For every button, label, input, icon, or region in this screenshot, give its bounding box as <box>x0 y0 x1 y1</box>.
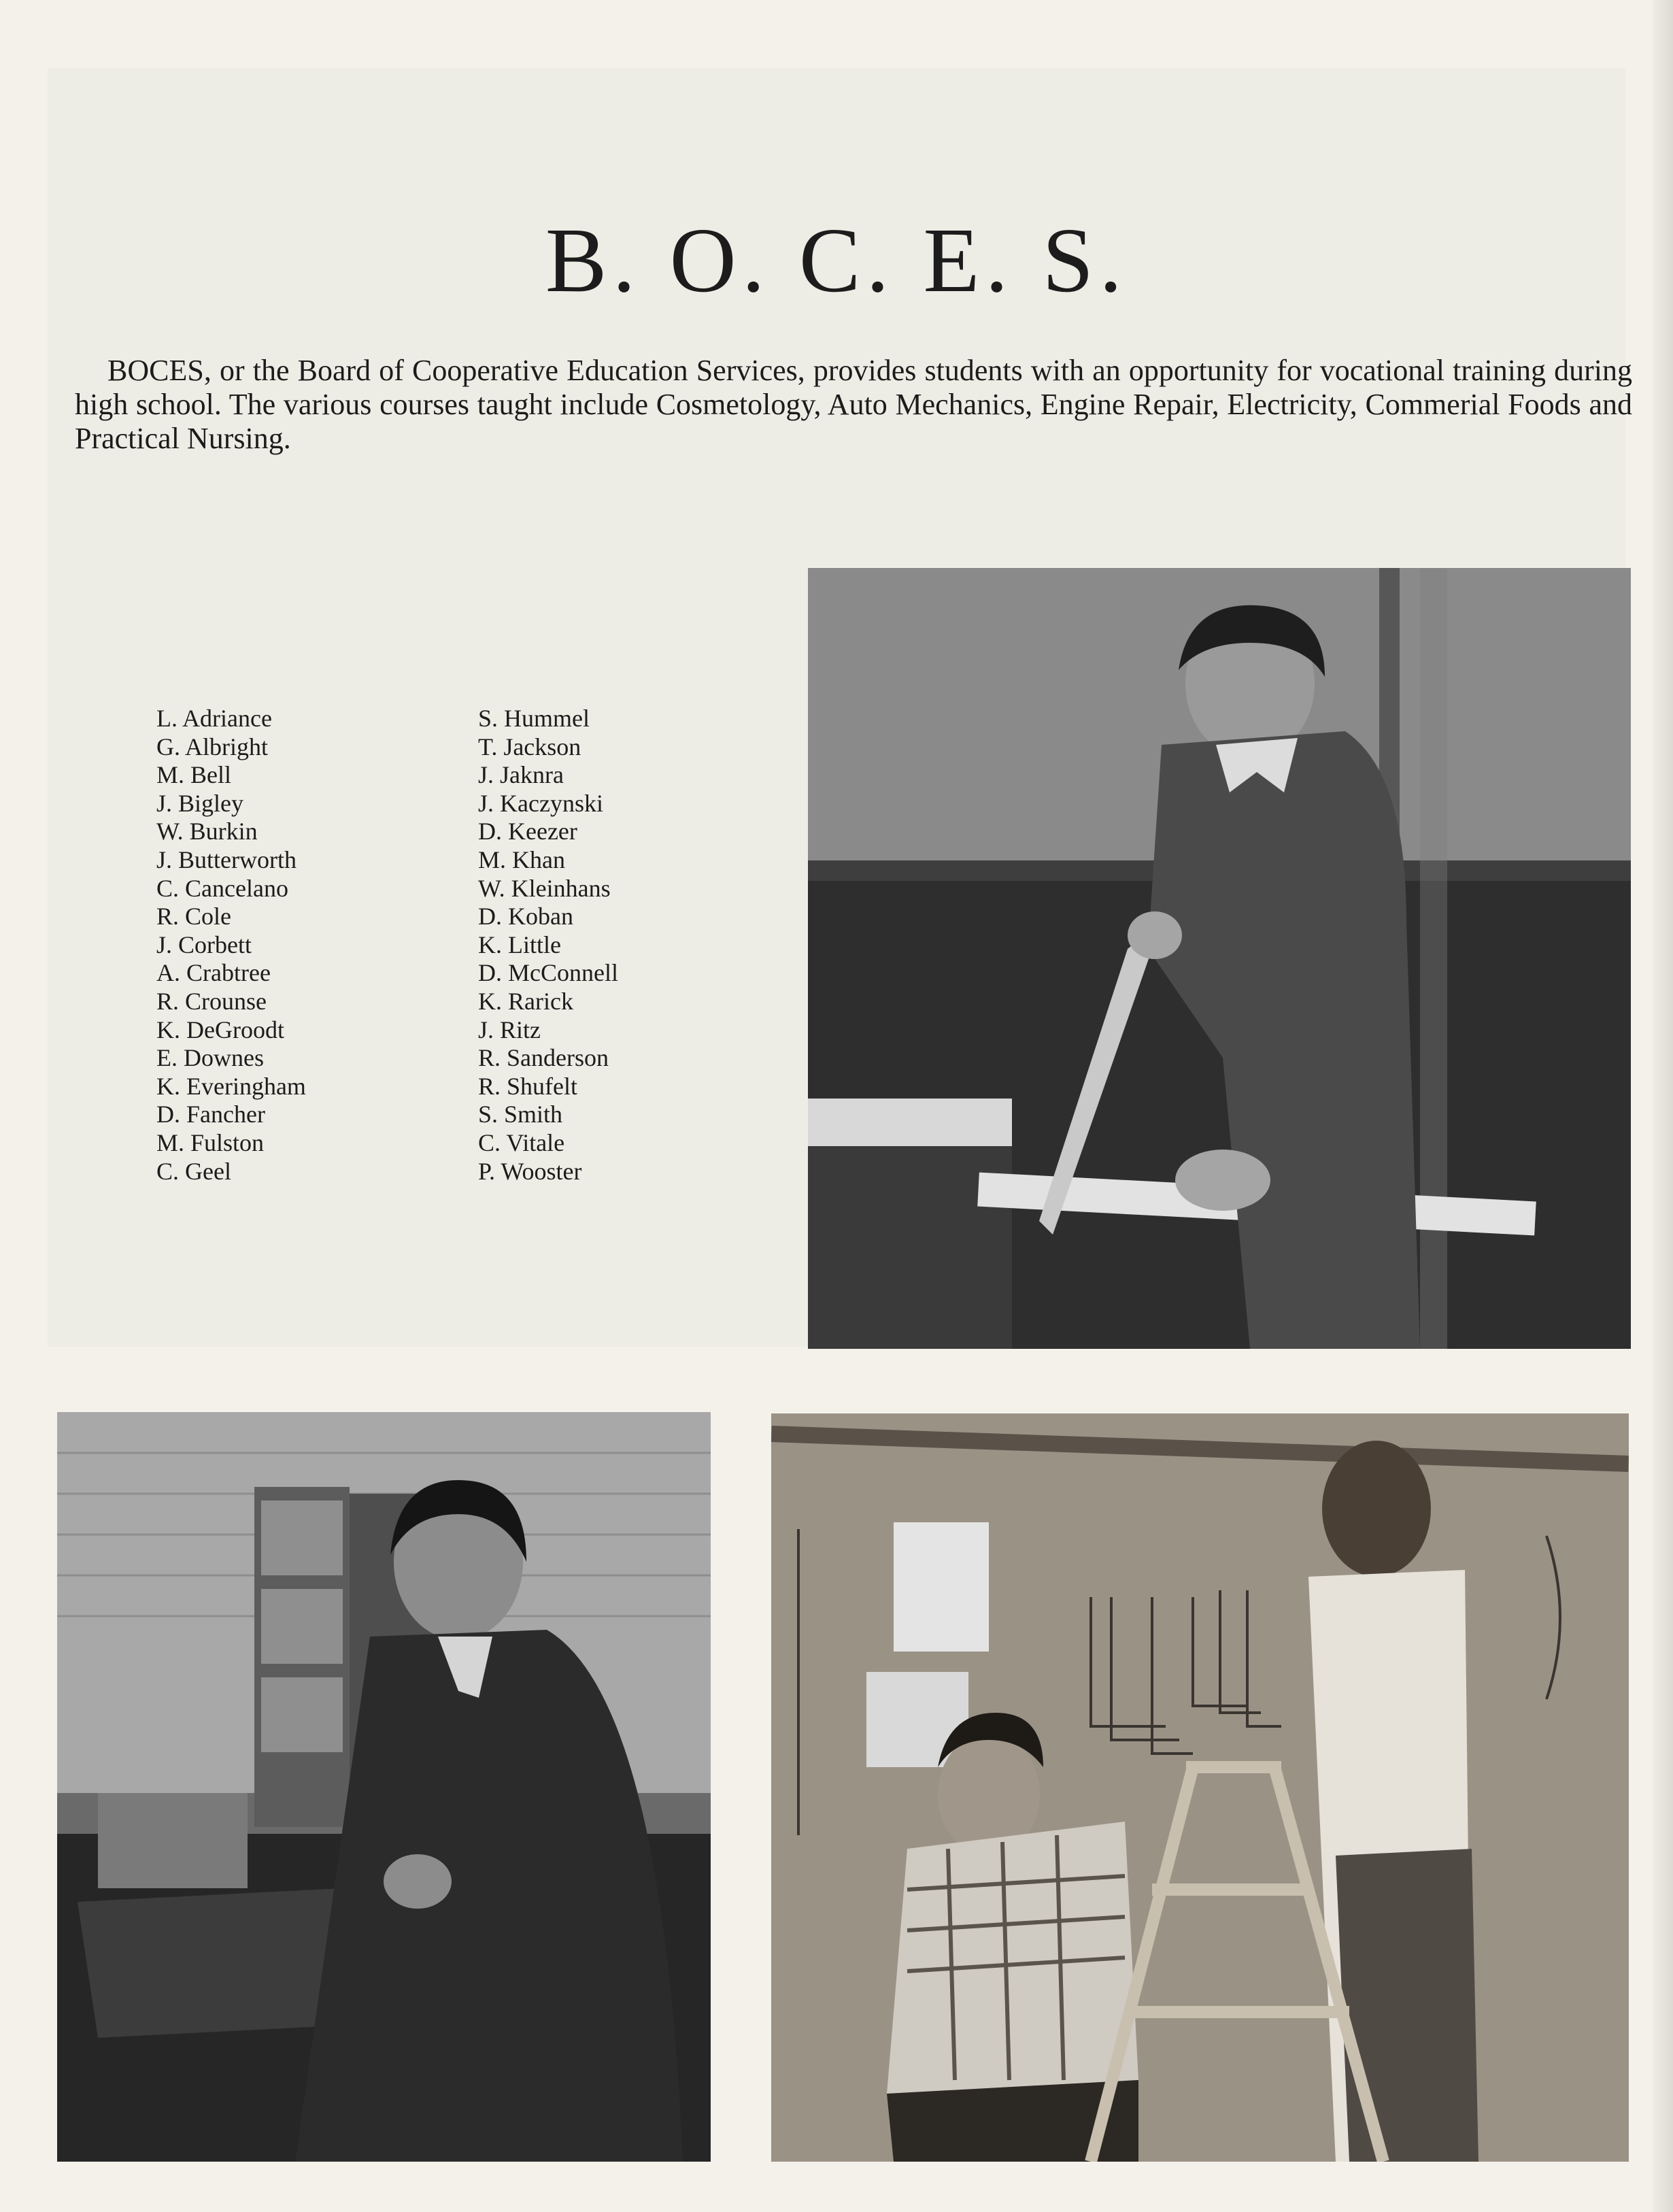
roster-name: D. McConnell <box>478 959 618 987</box>
roster-name: S. Smith <box>478 1101 563 1128</box>
roster-name: R. Cole <box>156 903 232 931</box>
roster-name: K. Rarick <box>478 987 573 1015</box>
roster-name: J. Butterworth <box>156 845 297 873</box>
intro-paragraph: BOCES, or the Board of Cooperative Education Services, provides students with an opportunity for vocational training during high school. The various courses taught include Cosmetology, Auto Mechanics, Engine Repair, Electricity, Commerial Foods and Practical Nursing. <box>75 354 1632 455</box>
roster-name: J. Ritz <box>478 1016 541 1043</box>
roster-name: M. Bell <box>156 761 232 789</box>
roster-name: S. Hummel <box>478 705 590 732</box>
roster-name: M. Khan <box>478 845 565 873</box>
roster-column-1 <box>156 705 306 1186</box>
roster-name: G. Albright <box>156 733 269 760</box>
roster-name: C. Vitale <box>478 1128 565 1156</box>
roster-name: J. Corbett <box>156 931 252 958</box>
roster-column-2 <box>478 705 618 1186</box>
roster-name: J. Bigley <box>156 789 244 817</box>
roster-name: R. Crounse <box>156 987 267 1015</box>
roster-name: A. Crabtree <box>156 959 271 987</box>
roster-name: T. Jackson <box>478 733 581 760</box>
roster-name: J. Kaczynski <box>478 789 603 817</box>
page-edge <box>1653 0 1673 2212</box>
roster-name: W. Kleinhans <box>478 874 611 902</box>
roster-name: J. Jaknra <box>478 761 564 789</box>
roster-name: E. Downes <box>156 1044 264 1072</box>
photo-student-sawing <box>808 568 1631 1349</box>
page-title: B. O. C. E. S. <box>545 210 1128 312</box>
roster-name: P. Wooster <box>478 1157 582 1185</box>
roster-name: R. Shufelt <box>478 1072 578 1100</box>
photo-student-engine <box>57 1412 711 2162</box>
roster-name: M. Fulston <box>156 1128 265 1156</box>
photo-students-wiring <box>771 1413 1629 2162</box>
roster-name: C. Cancelano <box>156 874 288 902</box>
roster-name: K. Little <box>478 931 561 958</box>
roster-name: C. Geel <box>156 1157 231 1185</box>
roster-name: K. DeGroodt <box>156 1016 284 1043</box>
roster-name: D. Keezer <box>478 818 577 845</box>
roster-name: D. Fancher <box>156 1101 265 1128</box>
roster-name: D. Koban <box>478 903 573 931</box>
roster-name: K. Everingham <box>156 1072 306 1100</box>
roster-name: W. Burkin <box>156 818 258 845</box>
roster-name: L. Adriance <box>156 705 272 732</box>
roster-name: R. Sanderson <box>478 1044 609 1072</box>
